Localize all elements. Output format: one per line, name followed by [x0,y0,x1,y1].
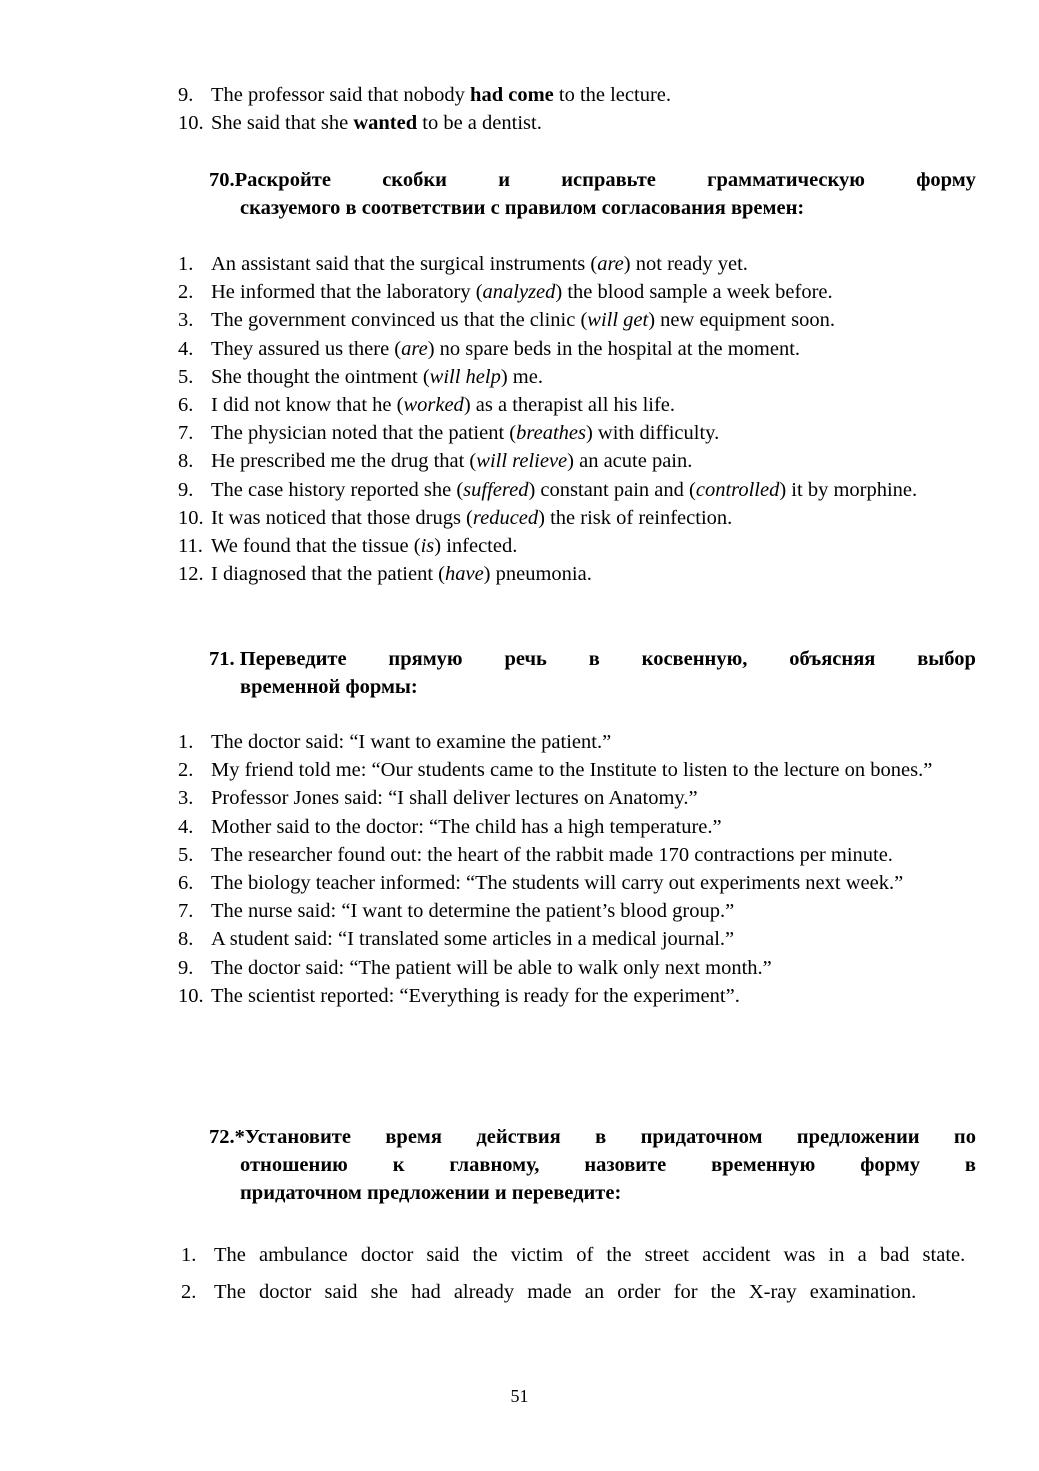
list-item: 4. Mother said to the doctor: “The child has a high temperature.” [178,815,722,838]
list-item: 8. He prescribed me the drug that (will relieve) an acute pain. [178,450,693,473]
list-item: 9. The doctor said: “The patient will be able to walk only next month.” [178,956,772,979]
list-item: 12. I diagnosed that the patient (have) pneumonia. [178,563,592,586]
list-item: 2. My friend told me: “Our students came to the Institute to listen to the lecture on bones.” [178,759,933,782]
list-item: 1. An assistant said that the surgical instruments (are) not ready yet. [178,253,748,275]
list-item: 11. We found that the tissue (is) infected. [178,535,518,558]
list-item: 1. The ambulance doctor said the victim of the street accident was in a bad state. [181,1244,966,1266]
list-item: 6. The biology teacher informed: “The students will carry out experiments next week.” [178,872,904,895]
list-item: 8. A student said: “I translated some articles in a medical journal.” [178,928,735,951]
item-number: 9. [178,84,194,106]
list-item: 9. The case history reported she (suffered) constant pain and (controlled) it by morphine. [178,478,918,501]
list-item: 7. The physician noted that the patient (breathes) with difficulty. [178,422,720,445]
list-item: 10. It was noticed that those drugs (reduced) the risk of reinfection. [178,506,733,529]
carryover-list [178,81,976,137]
heading-line: 71. Переведите прямую речь в косвенную, объясняя выбор [209,648,976,670]
heading-line: 72.*Установите время действия в придаточном предложении по [209,1126,976,1148]
list-item: 5. She thought the ointment (will help) me. [178,365,543,388]
exercise-70-list [178,250,976,588]
heading-line: отношению к главному, назовите временную форму в [240,1154,976,1176]
page-number: 51 [510,1386,529,1406]
list-item: 1. The doctor said: “I want to examine the patient.” [178,731,612,753]
list-item: 5. The researcher found out: the heart of the rabbit made 170 contractions per minute. [178,843,893,866]
list-item: 3. Professor Jones said: “I shall deliver lectures on Anatomy.” [178,787,698,810]
heading-line: 70.Раскройте скобки и исправьте грамматическую форму [209,169,976,191]
list-item: 9. The professor said that nobody had come to the lecture. [178,81,976,109]
list-item: 4. They assured us there (are) no spare beds in the hospital at the moment. [178,337,801,360]
item-number: 10. [178,112,204,135]
exercise-70-heading: 70.Раскройте скобки и исправьте грамматическую форму сказуемого в соответствии с правилом согласования времен: [209,166,976,222]
list-item: 10. The scientist reported: “Everything is ready for the experiment”. [178,984,740,1007]
list-item: 10. She said that she wanted to be a dentist. [178,109,976,137]
exercise-71-heading: 71. Переведите прямую речь в косвенную, объясняя выбор временной формы: [209,645,976,701]
exercise-72-heading: 72.*Установите время действия в придаточном предложении по отношению к главному, назовите временную форму в придаточном предложении и переведите: [209,1123,976,1207]
exercise-71-list [178,728,968,1010]
list-item: 2. The doctor said she had already made an order for the X-ray examination. [181,1280,917,1303]
list-item: 7. The nurse said: “I want to determine the patient’s blood group.” [178,900,735,923]
list-item: 6. I did not know that he (worked) as a therapist all his life. [178,394,676,417]
list-item: 3. The government convinced us that the clinic (will get) new equipment soon. [178,309,835,332]
exercise-72-list [181,1241,976,1306]
list-item: 2. He informed that the laboratory (analyzed) the blood sample a week before. [178,281,833,304]
